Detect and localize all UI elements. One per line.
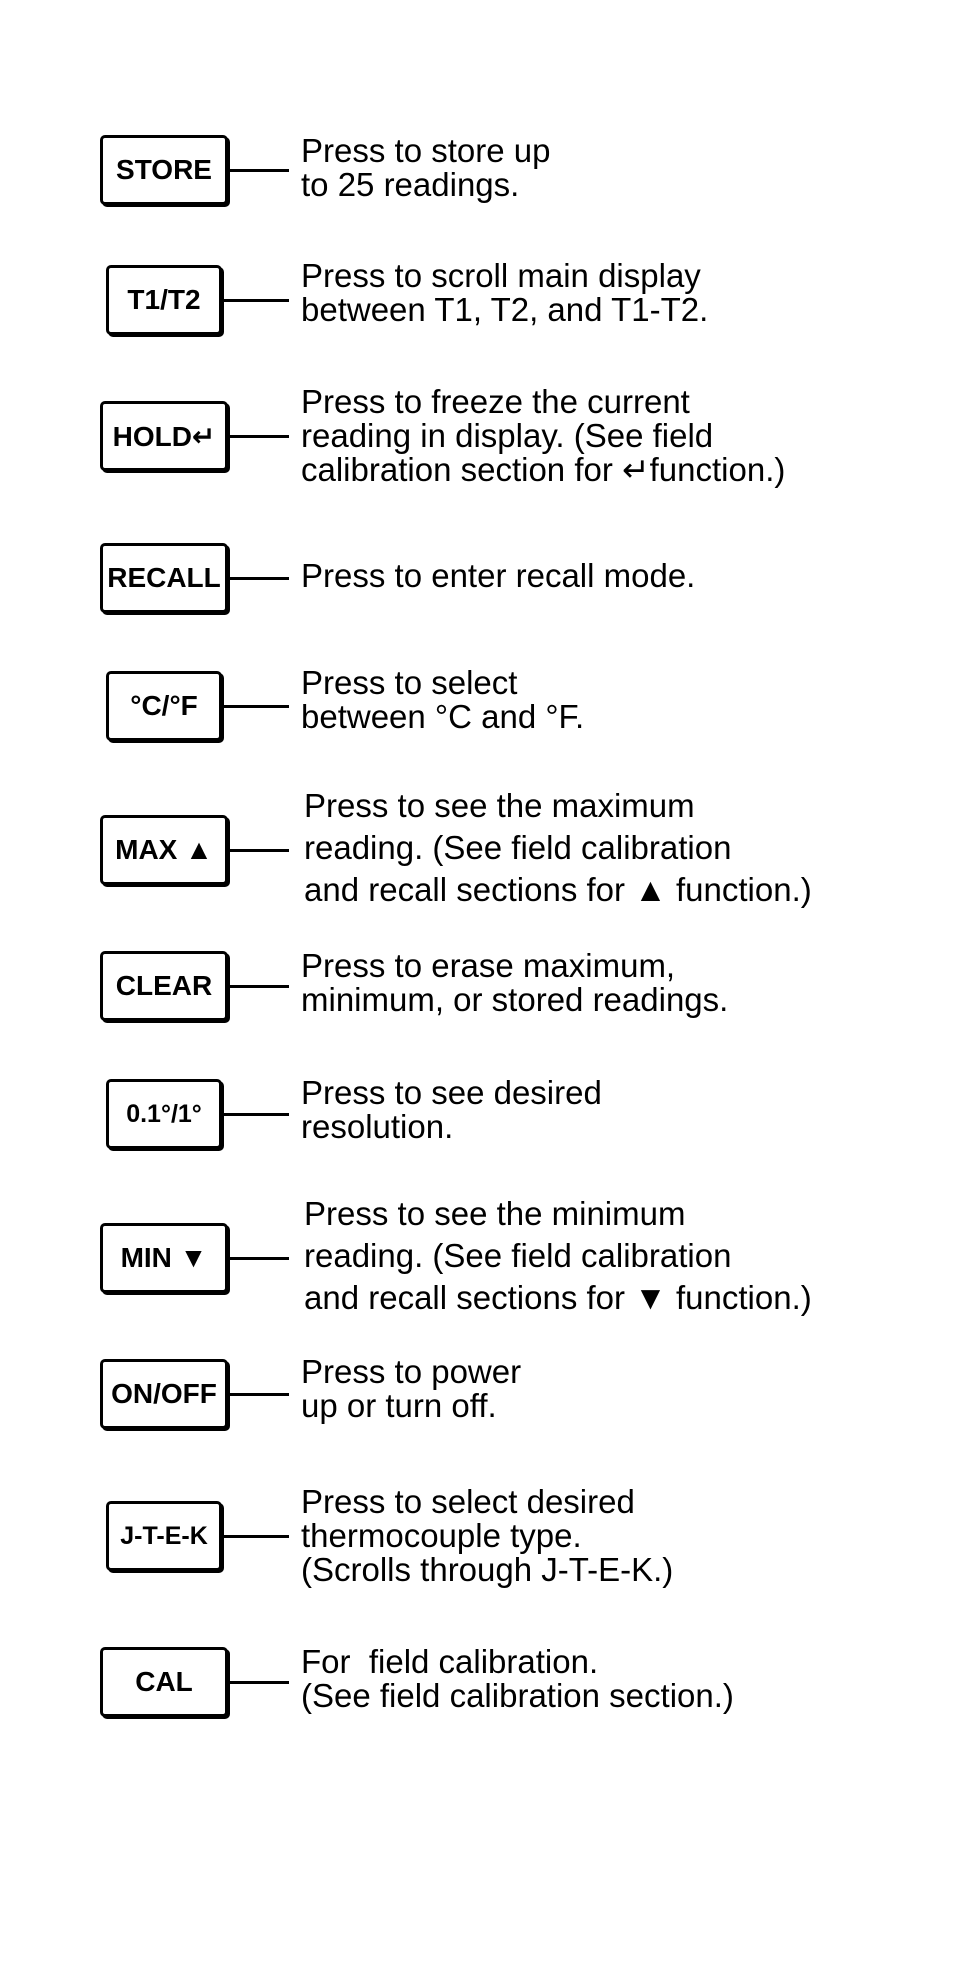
leader-line xyxy=(224,1113,289,1116)
leader-line xyxy=(230,435,289,438)
leader-line xyxy=(230,577,289,580)
leader-line xyxy=(230,849,289,852)
store-description: Press to store up to 25 readings. xyxy=(301,132,551,203)
resolution-button[interactable]: 0.1°/1° xyxy=(106,1079,222,1149)
hold-description: Press to freeze the current reading in display. (See field calibration section for ↵function.) xyxy=(301,383,786,488)
calibration-description: For field calibration. (See field calibration section.) xyxy=(301,1643,734,1714)
thermocouple-type-button[interactable]: J-T-E-K xyxy=(106,1501,222,1571)
min-down-button[interactable]: MIN ▼ xyxy=(100,1223,228,1293)
power-description: Press to power up or turn off. xyxy=(301,1353,522,1424)
celsius-fahrenheit-button[interactable]: °C/°F xyxy=(106,671,222,741)
leader-line xyxy=(224,705,289,708)
clear-description: Press to erase maximum, minimum, or stored readings. xyxy=(301,947,729,1018)
leader-line xyxy=(224,1535,289,1538)
min-description: Press to see the minimum reading. (See field calibration and recall sections for ▼ function.) xyxy=(304,1195,812,1316)
hold-enter-button[interactable]: HOLD↵ xyxy=(100,401,228,471)
leader-line xyxy=(230,1393,289,1396)
recall-description: Press to enter recall mode. xyxy=(301,557,696,594)
leader-line xyxy=(230,985,289,988)
max-description: Press to see the maximum reading. (See field calibration and recall sections for ▲ function.) xyxy=(304,787,812,908)
leader-line xyxy=(224,299,289,302)
resolution-description: Press to see desired resolution. xyxy=(301,1074,602,1145)
leader-line xyxy=(230,1681,289,1684)
t1-t2-button[interactable]: T1/T2 xyxy=(106,265,222,335)
recall-button[interactable]: RECALL xyxy=(100,543,228,613)
store-button[interactable]: STORE xyxy=(100,135,228,205)
celsius-fahrenheit-description: Press to select between °C and °F. xyxy=(301,664,585,735)
calibration-button[interactable]: CAL xyxy=(100,1647,228,1717)
leader-line xyxy=(230,1257,289,1260)
max-up-button[interactable]: MAX ▲ xyxy=(100,815,228,885)
clear-button[interactable]: CLEAR xyxy=(100,951,228,1021)
thermocouple-description: Press to select desired thermocouple type. (Scrolls through J-T-E-K.) xyxy=(301,1483,674,1588)
power-button[interactable]: ON/OFF xyxy=(100,1359,228,1429)
leader-line xyxy=(230,169,289,172)
t1-t2-description: Press to scroll main display between T1, T2, and T1-T2. xyxy=(301,257,709,328)
